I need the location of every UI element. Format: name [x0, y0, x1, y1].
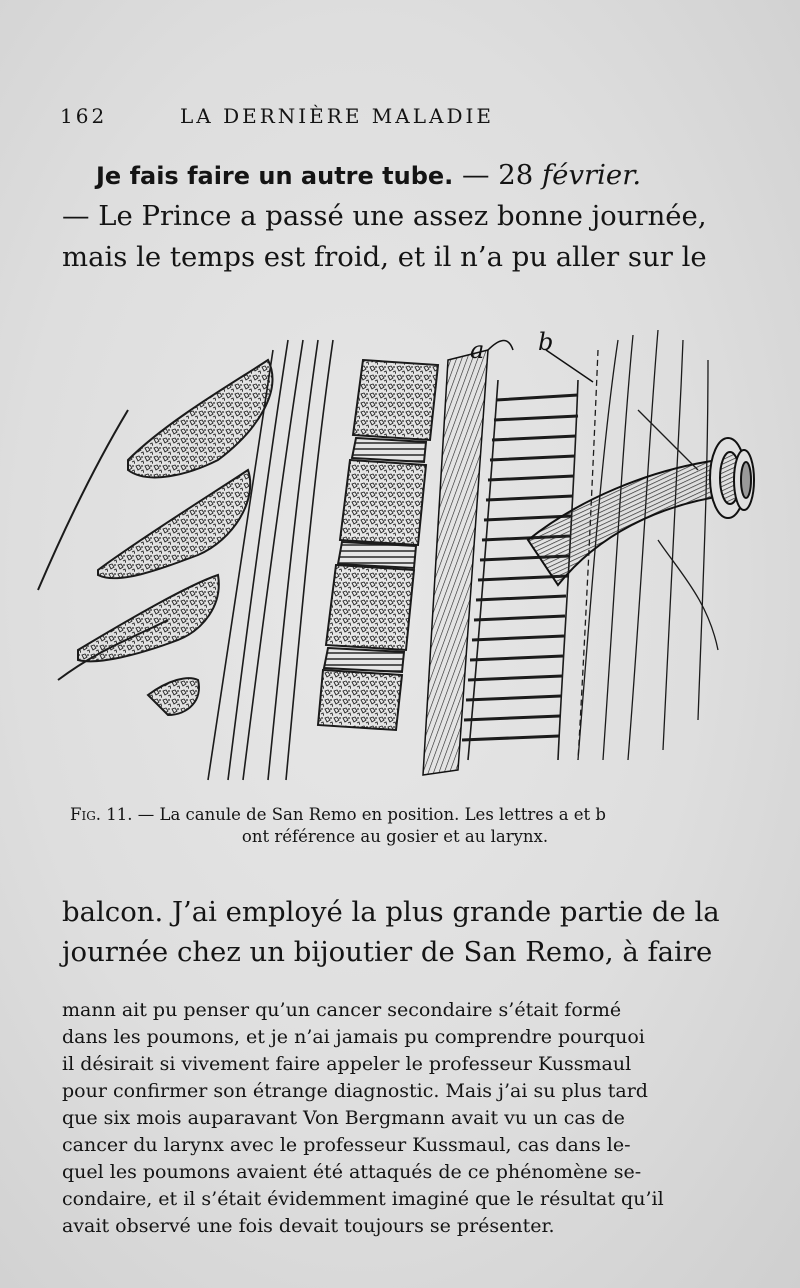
date-dash: — 28: [453, 159, 542, 191]
text-line-5: journée chez un bijoutier de San Remo, à faire: [62, 936, 713, 968]
text-line-1: [96, 156, 740, 195]
text-line-2: — Le Prince a passé une assez bonne journée,: [62, 200, 707, 232]
cannula-illustration: [18, 320, 758, 790]
footnote-line: dans les poumons, et je n’ai jamais pu comprendre pourquoi: [62, 1026, 645, 1048]
label-a: a: [470, 336, 485, 364]
footnote-line: il désirait si vivement faire appeler le professeur Kussmaul: [62, 1053, 632, 1075]
tracheotomy-cannula: [528, 438, 754, 585]
figure-caption-text: 11. — La canule de San Remo en position. Les lettres a et b: [101, 805, 606, 824]
figure-caption-line-1: [70, 804, 720, 825]
figure-caption-line-2: ont référence au gosier et au larynx.: [241, 827, 549, 846]
text-line-4: balcon. J’ai employé la plus grande partie de la: [62, 896, 720, 928]
footnote-line: mann ait pu penser qu’un cancer secondaire s’était formé: [62, 999, 622, 1021]
vertebral-bodies: [318, 360, 438, 730]
text-line-3: mais le temps est froid, et il n’a pu aller sur le: [62, 241, 707, 273]
footnote-line: quel les poumons avaient été attaqués de ce phénomène se-: [62, 1161, 642, 1183]
footnote-line: avait observé une fois devait toujours se présenter.: [62, 1215, 555, 1237]
figure-caption-label: Fig.: [70, 805, 102, 824]
page-number: 162: [60, 104, 108, 128]
running-title: LA DERNIÈRE MALADIE: [180, 104, 494, 128]
footnote-line: cancer du larynx avec le professeur Kussmaul, cas dans le-: [62, 1134, 631, 1156]
footnote-line: pour confirmer son étrange diagnostic. Mais j’ai su plus tard: [62, 1080, 648, 1102]
italic-month: février.: [542, 159, 642, 191]
page-header: [60, 104, 580, 128]
footnote-line: condaire, et il s’était évidemment imaginé que le résultat qu’il: [62, 1188, 664, 1210]
footnote-line: que six mois auparavant Von Bergmann avait vu un cas de: [62, 1107, 625, 1129]
spinous-processes: [38, 360, 272, 715]
label-b: b: [538, 328, 554, 356]
bold-phrase: Je fais faire un autre tube.: [96, 162, 454, 190]
